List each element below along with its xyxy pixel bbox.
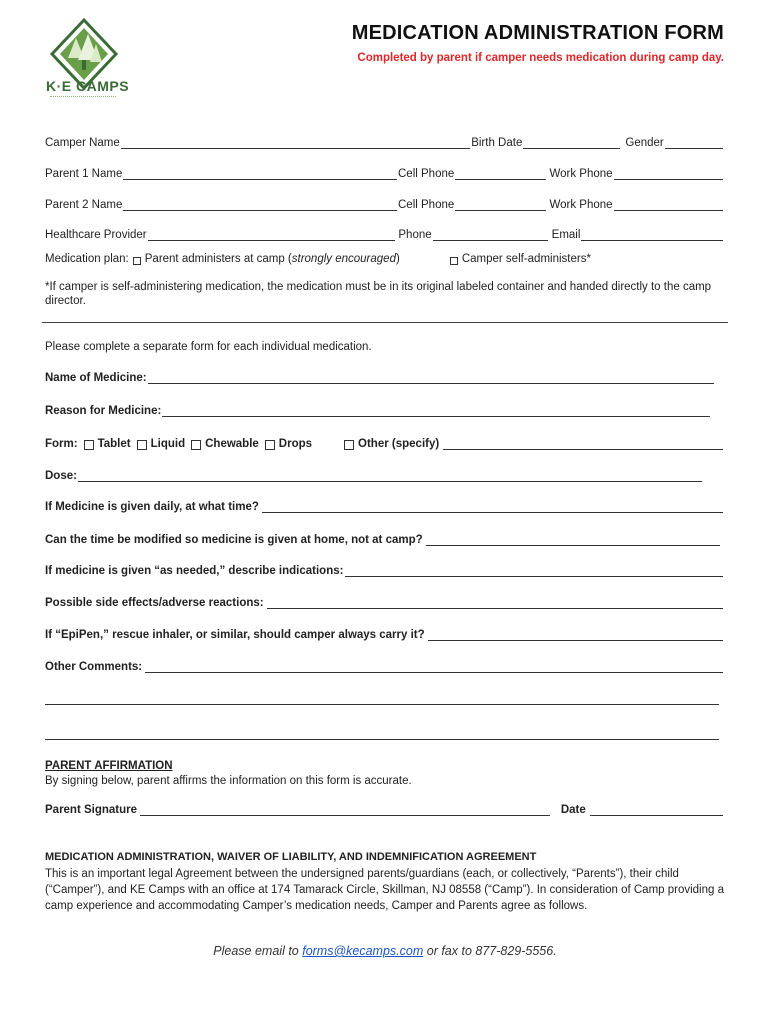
waiver-heading: MEDICATION ADMINISTRATION, WAIVER OF LIABILITY, AND INDEMNIFICATION AGREEMENT [45, 851, 537, 863]
as-needed-field[interactable] [345, 564, 723, 577]
signature-date-label: Date [560, 804, 586, 816]
reason-field[interactable] [162, 404, 710, 417]
parent2-cell-field[interactable] [455, 198, 546, 211]
plan-option-parent-close: ) [395, 253, 400, 265]
liquid-label: Liquid [150, 438, 186, 450]
provider-phone-field[interactable] [433, 228, 548, 241]
signature-field[interactable] [140, 803, 550, 816]
signature-row [45, 803, 724, 816]
parent1-name-field[interactable] [123, 167, 397, 180]
medication-plan-row [45, 253, 724, 265]
epipen-label: If “EpiPen,” rescue inhaler, or similar, should camper always carry it? [45, 629, 425, 641]
parent1-cell-label: Cell Phone [398, 168, 455, 180]
reason-row [45, 404, 724, 417]
provider-email-label: Email [551, 229, 581, 241]
plan-option-self-checkbox[interactable] [450, 257, 458, 265]
waiver-text: This is an important legal Agreement between the undersigned parents/guardians (each, or collectively, “Parents”), their child (“Camper”), and KE Camps with an office at 174 Tamarack Circle, Skillman, NJ 08558 (“Camp”). In consideration of Camp providing a camp experience and accommodating Camper’s medication needs, Camper and Parents agree as follows. [45, 868, 724, 912]
comments-label: Other Comments: [45, 661, 143, 673]
plan-option-parent-emphasis: strongly encouraged [291, 253, 396, 265]
plan-option-self-label: Camper self-administers* [461, 253, 591, 265]
provider-field[interactable] [148, 228, 396, 241]
chewable-label: Chewable [205, 438, 259, 450]
parent1-work-label: Work Phone [549, 168, 613, 180]
comments-field-2[interactable] [45, 692, 719, 705]
as-needed-label: If medicine is given “as needed,” describe indications: [45, 565, 344, 577]
provider-phone-label: Phone [398, 229, 432, 241]
dose-field[interactable] [78, 469, 702, 482]
dose-row [45, 469, 724, 482]
form-type-row [45, 437, 724, 450]
plan-label: Medication plan: [45, 253, 129, 265]
reason-label: Reason for Medicine: [45, 405, 162, 417]
parent2-name-field[interactable] [123, 198, 397, 211]
self-admin-note: *If camper is self-administering medication, the medication must be in its original labeled container and handed directly to the camp director. [45, 281, 712, 307]
gender-field[interactable] [665, 136, 723, 149]
parent1-row [45, 167, 724, 180]
affirmation-text: By signing below, parent affirms the information on this form is accurate. [45, 775, 412, 787]
gender-label: Gender [625, 137, 664, 149]
daily-time-row [45, 500, 724, 513]
brand-underline [50, 96, 116, 100]
section-divider [42, 322, 728, 323]
camper-row [45, 136, 724, 149]
plan-option-parent-label: Parent administers at camp ( [144, 253, 292, 265]
dose-label: Dose: [45, 470, 77, 482]
side-effects-label: Possible side effects/adverse reactions: [45, 597, 264, 609]
parent2-row [45, 198, 724, 211]
side-effects-field[interactable] [267, 596, 723, 609]
parent1-cell-field[interactable] [455, 167, 546, 180]
modified-time-row [45, 533, 724, 546]
birth-date-field[interactable] [523, 136, 620, 149]
medicine-name-row [45, 371, 724, 384]
camper-name-label: Camper Name [45, 137, 120, 149]
signature-label: Parent Signature [45, 804, 138, 816]
drops-checkbox[interactable] [265, 440, 275, 450]
provider-email-field[interactable] [581, 228, 723, 241]
intro-text: Please complete a separate form for each individual medication. [45, 341, 372, 353]
medicine-name-field[interactable] [148, 371, 714, 384]
footer-contact [0, 944, 770, 958]
other-checkbox[interactable] [344, 440, 354, 450]
camper-name-field[interactable] [121, 136, 470, 149]
modified-time-field[interactable] [426, 533, 720, 546]
daily-time-field[interactable] [262, 500, 723, 513]
medicine-name-label: Name of Medicine: [45, 372, 147, 384]
footer-prefix: Please email to [213, 944, 303, 958]
parent2-work-label: Work Phone [549, 199, 613, 211]
provider-row [45, 228, 724, 241]
parent1-name-label: Parent 1 Name [45, 168, 123, 180]
epipen-field[interactable] [428, 628, 723, 641]
daily-time-label: If Medicine is given daily, at what time? [45, 501, 259, 513]
affirmation-heading: PARENT AFFIRMATION [45, 760, 173, 772]
birth-date-label: Birth Date [471, 137, 523, 149]
brand-name: K·E CAMPS [46, 78, 130, 94]
form-subtitle: Completed by parent if camper needs medication during camp day. [357, 52, 724, 64]
chewable-checkbox[interactable] [191, 440, 201, 450]
parent2-cell-label: Cell Phone [398, 199, 455, 211]
footer-email-link[interactable]: forms@kecamps.com [302, 944, 424, 958]
modified-time-label: Can the time be modified so medicine is given at home, not at camp? [45, 534, 423, 546]
parent2-name-label: Parent 2 Name [45, 199, 123, 211]
provider-label: Healthcare Provider [45, 229, 147, 241]
form-title: MEDICATION ADMINISTRATION FORM [351, 22, 724, 44]
ke-camps-logo-icon [44, 18, 124, 108]
tablet-label: Tablet [97, 438, 131, 450]
comments-line-2 [44, 692, 720, 705]
comments-field[interactable] [145, 660, 723, 673]
epipen-row [45, 628, 724, 641]
plan-option-parent-checkbox[interactable] [133, 257, 141, 265]
comments-row [45, 660, 724, 673]
comments-field-3[interactable] [45, 727, 719, 740]
other-label: Other (specify) [358, 438, 440, 450]
tablet-checkbox[interactable] [84, 440, 94, 450]
side-effects-row [45, 596, 724, 609]
other-field[interactable] [443, 437, 723, 450]
drops-label: Drops [278, 438, 313, 450]
as-needed-row [45, 564, 724, 577]
liquid-checkbox[interactable] [137, 440, 147, 450]
parent2-work-field[interactable] [614, 198, 723, 211]
comments-line-3 [44, 727, 720, 740]
footer-suffix: or fax to 877-829-5556. [423, 944, 557, 958]
form-label: Form: [45, 438, 78, 450]
parent1-work-field[interactable] [614, 167, 723, 180]
signature-date-field[interactable] [590, 803, 723, 816]
